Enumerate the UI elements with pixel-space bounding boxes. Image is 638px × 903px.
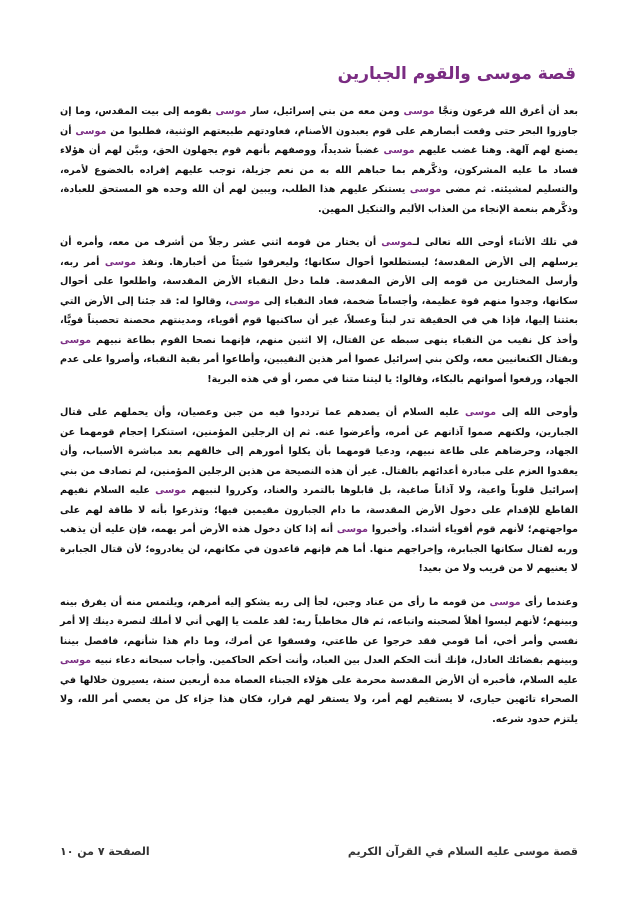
paragraph-text: بقومه إلى بيت المقدس، وما إن جاوزوا البحر حتى وقعت أبصارهم على قوم يعبدون الأصنام، فعاودتهم طبيعتهم الوثنية، فطلبوا من <box>60 106 578 137</box>
highlighted-name: موسى <box>229 295 261 307</box>
paragraph <box>60 403 578 579</box>
highlighted-name: موسى <box>336 524 369 535</box>
paragraph-text: عليه السلام نفيهم القاطع للإقدام على دخول الأرض المقدسة، ما دام الجبارون مقيمين فيها؛ وتذرعوا بأنه لا طاقة لهم على مواجهتهم؛ لأنهم قوم أقوياء أشداء. وأخبروا <box>60 485 578 535</box>
highlighted-name: موسى <box>465 407 497 418</box>
paragraph-text: وبقتال الكنعانيين معه، ولكن بني إسرائيل عصوا أمر هذين النقيبين، وأطاعوا أمر بقية النقباء، وأصروا على عدم الجهاد، ورفعوا أصواتهم بالبكاء، وقالوا: يا ليتنا متنا في مصر، أو في هذه البرية! <box>60 354 578 385</box>
highlighted-name: موسى <box>381 237 413 248</box>
paragraph-text: ومن معه من بني إسرائيل، سار <box>246 106 404 117</box>
paragraph-text: أن يصنع لهم آلهة. وهنا غضب عليهم <box>60 125 578 156</box>
paragraph-text: ، وقالوا له: قد جئنا إلى الأرض التي بعثتنا إليها، فإذا هي في الحقيقة تدر لبناً وعسلاً، غير أن ساكنيها قوم أقوياء، ومدينتهم محصنة تحصيناً قويًّا، وأخذ كل نقيب من النقباء ينهى سبطه عن القتال، إلا اثنين منهم، فإنهما نصحا القوم بطاعة نبيهم <box>60 295 578 346</box>
paragraph-text: يستنكر عليهم هذا الطلب، ويبين لهم أن الله وحده هو المستحق للعبادة، وذكَّرهم بنعمة الإنجاء من العذاب الأليم والتنكيل المهين. <box>60 184 578 215</box>
paragraph-text: عليه السلام أن يصدهم عما ترددوا فيه من جبن وعصيان، وأن يحملهم على قتال الجبارين، ولكنهم صموا آذانهم عن أمره، وأعرضوا عنه. ثم إن الرجلين المؤمنين، استنكرا إحجام قومهما عن الجهاد، وحرضاهم على طاعة نبيهم، ودعيا قومهما بأن يكلوا أمورهم إلى خالقهم بعد مباشرة الأسباب، وأن يعقدوا العزم على مبادرة أعدائهم بالقتال. غير أن هذه النصيحة من هذين الرجلين المؤمنين، لم تصادف من بني إسرائيل قلوباً واعية، ولا آذاناً صاغية، بل قابلوها بالتمرد والعناد، وكرروا لنبيهم <box>60 407 578 496</box>
footer-page-number: الصفحة ٧ من ١٠ <box>60 845 150 858</box>
paragraph-text: من قومه ما رأى من عناد وجبن، لجأ إلى ربه يشكو إليه أمرهم، ويلتمس منه أن يفرق بينه وبينهم؛ لأنهم ليسوا أهلاً لصحبته واتباعه، ثم قال مخاطباً ربه: لقد علمت يا إلهي أني لا أملك لنصرة دينك إلا أمر نفسي وأمر أخي، أما قومي فقد خرجوا عن طاعتي، وفسقوا عن أمرك، وما دام هذا شأنهم، فافصل بيننا وبينهم بقضائك العادل، فإنك أنت الحكم العدل بين العباد، وأنت أحكم الحاكمين. وأجاب سبحانه دعاء نبيه <box>60 596 578 666</box>
paragraph <box>60 233 578 389</box>
footer-book-title: قصة موسى عليه السلام في القرآن الكريم <box>347 845 578 858</box>
article-body <box>60 102 578 743</box>
paragraph-text: وعندما رأى <box>520 596 578 608</box>
paragraph-text: أمر ربه، وأرسل المختارين من قومه إلى الأرض المقدسة. فلما دخل النقباء الأرض المقدسة، واطلعوا على أحوال سكانها، وجدوا منهم قوة عظيمة، وأجساماً ضخمة، فعاد النقباء إلى <box>60 256 578 307</box>
paragraph-text: غضباً شديداً، ووصفهم بأنهم قوم يجهلون الحق، وبيَّن لهم أن هؤلاء فساد ما عليه المشركون، وذكَّرهم بما حباهم الله به من نعم جزيلة، توجب عليهم إفراده بالخضوع لأمره، والتسليم لمشيئته. ثم مضى <box>60 145 578 195</box>
paragraph-text: وأوحى الله إلى <box>496 407 579 418</box>
page-title: قصة موسى والقوم الجبارين <box>337 64 576 84</box>
paragraph-text: في تلك الأثناء أوحى الله تعالى لـ <box>412 237 578 248</box>
highlighted-name: موسى <box>75 125 107 137</box>
highlighted-name: موسى <box>60 655 92 666</box>
paragraph <box>60 593 578 730</box>
highlighted-name: موسى <box>60 334 92 346</box>
highlighted-name: موسى <box>409 184 441 195</box>
highlighted-name: موسى <box>155 485 187 496</box>
paragraph-text: أنه إذا كان دخول هذه الأرض أمر يهمه، فإن عليه أن يذهب وربه لقتال سكانها الجبابرة، وإخراجهم منها. أما هم فإنهم قاعدون في مكانهم، لن يغادروه؛ لأن قتال الجبابرة لا يعنيهم لا من قريب ولا من بعيد! <box>60 524 578 574</box>
paragraph-text: أن يختار من قومه اثني عشر رجلاً من أشرف من معه، وأمره أن يرسلهم إلى الأرض المقدسة؛ ليستطلعوا أحوال سكانها؛ وليعرفوا شيئاً من أخبارها. ونفذ <box>60 237 578 268</box>
page-footer <box>60 845 578 865</box>
paragraph-text: عليه السلام، فأخبره أن الأرض المقدسة محرمة على هؤلاء الجبناء العصاة مدة أربعين سنة، يسيرون خلالها في الصحراء تائهين حيارى، لا يستقيم لهم أمر، ولا يستقر لهم قرار، فكان هذا جزاء كل من يعصي أمر الله، ولا يلتزم حدود شرعه. <box>60 674 578 725</box>
paragraph-text: بعد أن أغرق الله فرعون ونجَّا <box>434 106 578 117</box>
highlighted-name: موسى <box>489 596 521 608</box>
highlighted-name: موسى <box>215 106 247 117</box>
paragraph <box>60 102 578 219</box>
highlighted-name: موسى <box>403 106 435 117</box>
highlighted-name: موسى <box>104 256 137 268</box>
highlighted-name: موسى <box>383 145 415 156</box>
